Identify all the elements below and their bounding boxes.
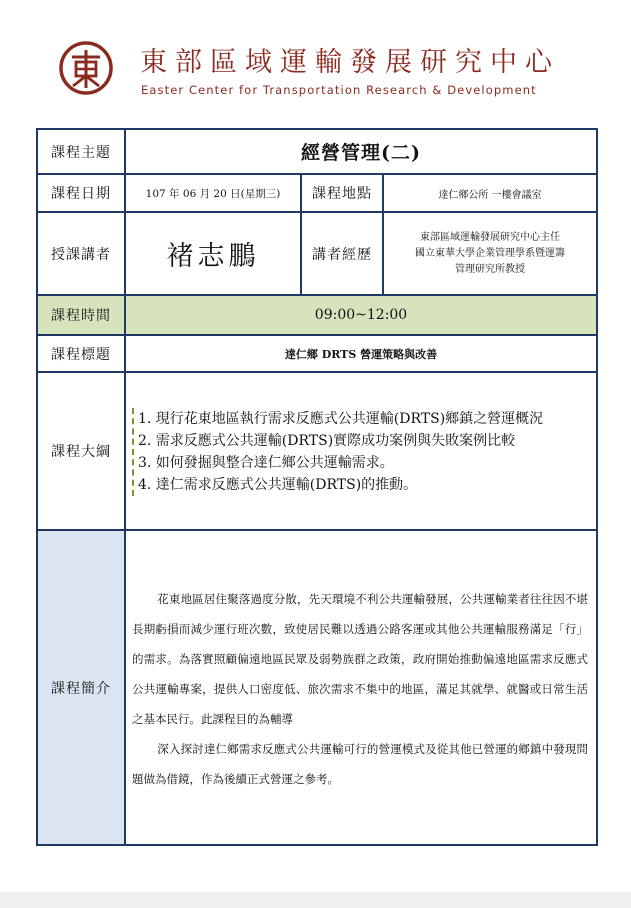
course-intro (125, 530, 597, 845)
label-lecturer-experience: 講者經歷 (301, 212, 383, 295)
row-date-location (37, 174, 597, 212)
row-course-title (37, 129, 597, 174)
org-name-en: Easter Center for Transportation Research & Development (141, 83, 537, 97)
lecturer-name: 褚志鵬 (125, 212, 301, 295)
org-name: 東部區域運輸發展研究中心 (140, 47, 560, 78)
label-course-time: 課程時間 (37, 295, 125, 335)
intro-paragraph: 花東地區居住聚落過度分散，先天環境不利公共運輸發展，公共運輸業者往往因不堪長期虧損而減少運行班次數，致使居民難以透過公路客運或其他公共運輸服務滿足「行」的需求。為落實照顧偏遠地區民眾及弱勢族群之政策，政府開始推動偏遠地區需求反應式公共運輸專案，提供人口密度低、旅次需求不集中的地區，滿足其就學、就醫或日常生活之基本民行。此課程目的為輔導 (132, 591, 589, 726)
outline-item: 1. 現行花東地區執行需求反應式公共運輸(DRTS)鄉鎮之營運概況 (138, 411, 544, 427)
outline-item: 4. 達仁需求反應式公共運輸(DRTS)的推動。 (138, 477, 418, 493)
course-topic: 達仁鄉 DRTS 營運策略與改善 (125, 335, 597, 372)
row-course-intro (37, 530, 597, 845)
page-header (0, 0, 631, 120)
label-course-outline: 課程大綱 (37, 372, 125, 530)
course-location: 達仁鄉公所 一樓會議室 (383, 174, 597, 212)
outline-item: 2. 需求反應式公共運輸(DRTS)實際成功案例與失敗案例比較 (138, 433, 516, 449)
row-course-outline (37, 372, 597, 530)
course-time: 09:00~12:00 (125, 295, 597, 335)
label-lecturer: 授課講者 (37, 212, 125, 295)
course-title: 經營管理(二) (125, 129, 597, 174)
outline-item: 3. 如何發掘與整合達仁鄉公共運輸需求。 (138, 455, 394, 471)
row-course-time (37, 295, 597, 335)
outline-list (132, 408, 586, 496)
intro-paragraph: 深入探討達仁鄉需求反應式公共運輸可行的營運模式及從其他已營運的鄉鎮中發現問題做為借鏡，作為後續正式營運之參考。 (132, 741, 589, 786)
course-outline (125, 372, 597, 530)
label-course-intro: 課程簡介 (37, 530, 125, 845)
org-logo-icon (58, 40, 114, 96)
experience-line: 國立東華大學企業管理學系暨運籌 (415, 247, 565, 259)
experience-line: 東部區域運輸發展研究中心主任 (420, 231, 560, 243)
course-info-table (36, 128, 598, 846)
experience-line: 管理研究所教授 (455, 263, 525, 275)
label-course-topic: 課程標題 (37, 335, 125, 372)
footer-strip (0, 892, 631, 908)
lecturer-experience (383, 212, 597, 295)
row-lecturer (37, 212, 597, 295)
label-course-title: 課程主題 (37, 129, 125, 174)
label-course-location: 課程地點 (301, 174, 383, 212)
row-course-topic (37, 335, 597, 372)
course-date: 107 年 06 月 20 日(星期三) (125, 174, 301, 212)
label-course-date: 課程日期 (37, 174, 125, 212)
